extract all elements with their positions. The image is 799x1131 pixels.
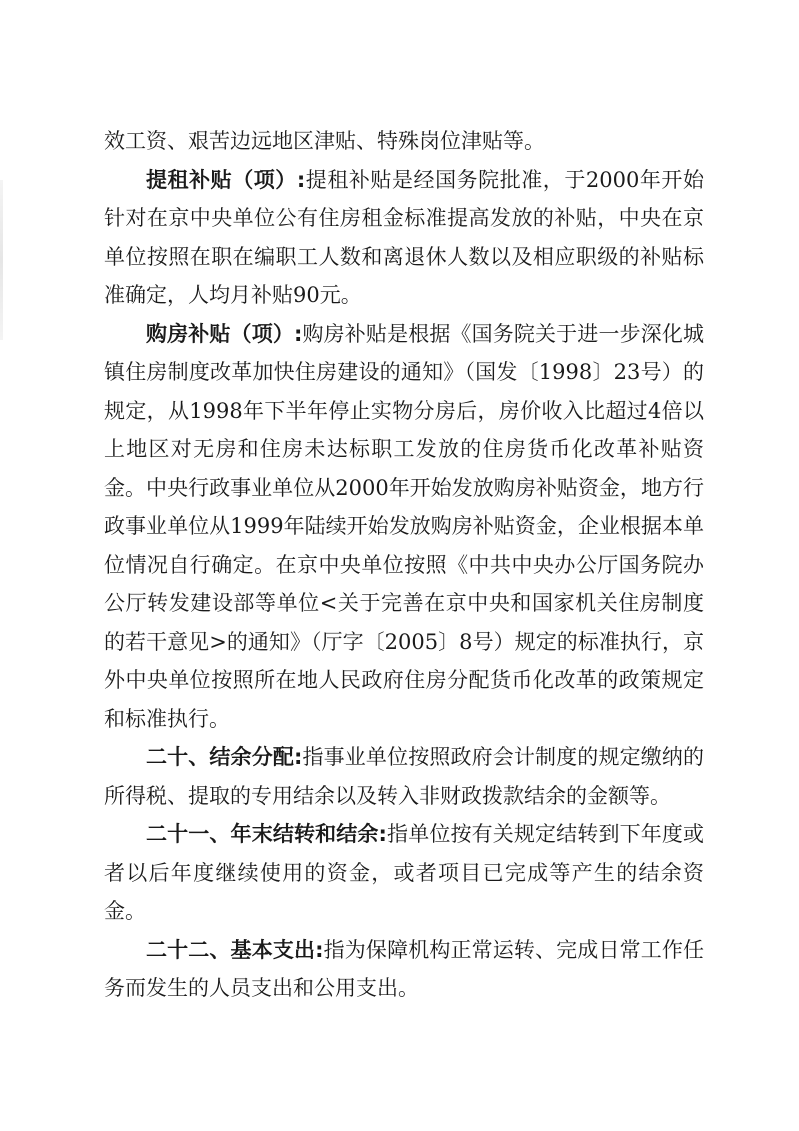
- paragraph-continuation: [104, 122, 704, 161]
- paragraph-housing-purchase-subsidy: [104, 315, 704, 739]
- paragraph-text: 提租补贴是经国务院批准，于2000年开始针对在京中央单位公有住房租金标准提高发放的补贴，中央在京单位按照在职在编职工人数和离退休人数以及相应职级的补贴标准确定，人均月补贴90元。: [104, 167, 704, 307]
- paragraph-text: 指事业单位按照政府会计制度的规定缴纳的所得税、提取的专用结余以及转入非财政拨款结余的金额等。: [104, 745, 704, 808]
- paragraph-rent-subsidy: [104, 161, 704, 315]
- document-body: [104, 122, 704, 1008]
- term-housing-purchase-subsidy: 购房补贴（项）:: [146, 321, 303, 346]
- paragraph-basic-expenditure: [104, 931, 704, 1008]
- paragraph-surplus-distribution: [104, 738, 704, 815]
- term-year-end-carryover: 二十一、年末结转和结余:: [146, 822, 387, 846]
- paragraph-text: 效工资、艰苦边远地区津贴、特殊岗位津贴等。: [104, 129, 545, 153]
- term-rent-subsidy: 提租补贴（项）:: [146, 167, 306, 192]
- paragraph-text: 指为保障机构正常运转、完成日常工作任务而发生的人员支出和公用支出。: [104, 937, 705, 1000]
- scan-edge-shadow: [0, 180, 3, 340]
- term-surplus-distribution: 二十、结余分配:: [146, 745, 303, 769]
- paragraph-year-end-carryover: [104, 815, 704, 931]
- term-basic-expenditure: 二十二、基本支出:: [146, 937, 324, 962]
- paragraph-text: 购房补贴是根据《国务院关于进一步深化城镇住房制度改革加快住房建设的通知》（国发〔1998〕23号）的规定，从1998年下半年停止实物分房后，房价收入比超过4倍以上地区对无房和住房未达标职工发放的住房货币化改革补贴资金。中央行政事业单位从2000年开始发放购房补贴资金，地方行政事业单位从1999年陆续开始发放购房补贴资金，企业根据本单位情况自行确定。在京中央单位按照《中共中央办公厅国务院办公厅转发建设部等单位<关于完善在京中央和国家机关住房制度的若干意见>的通知》（厅字〔2005〕8号）规定的标准执行，京外中央单位按照所在地人民政府住房分配货币化改革的政策规定和标准执行。: [104, 321, 704, 731]
- paragraph-text: 指单位按有关规定结转到下年度或者以后年度继续使用的资金，或者项目已完成等产生的结余资金。: [104, 822, 704, 923]
